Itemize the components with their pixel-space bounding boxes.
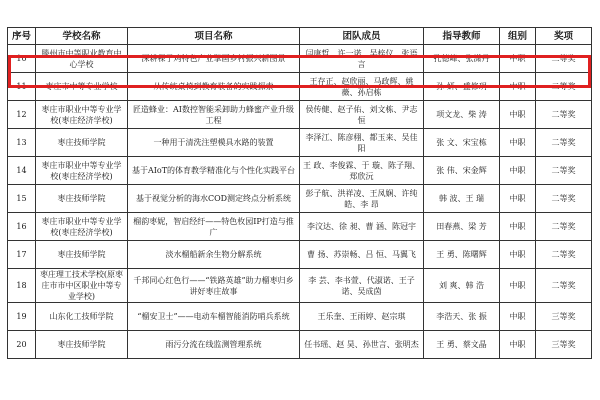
cell-no: 17: [8, 241, 36, 269]
header-group: 组别: [500, 28, 536, 45]
cell-school: 枣庄市职业中等专业学校(枣庄经济学校): [36, 213, 128, 241]
cell-teachers: 李浩天、张 振: [424, 303, 500, 331]
cell-no: 15: [8, 185, 36, 213]
cell-teachers: 王 勇、陈曙辉: [424, 241, 500, 269]
cell-award: 三等奖: [536, 303, 592, 331]
header-members: 团队成员: [300, 28, 424, 45]
table-row: [8, 129, 592, 157]
cell-award: 二等奖: [536, 73, 592, 101]
cell-teachers: 孙 妍、盛修玥: [424, 73, 500, 101]
cell-group: 中职: [500, 303, 536, 331]
cell-award: 二等奖: [536, 45, 592, 73]
cell-group: 中职: [500, 185, 536, 213]
header-award: 奖项: [536, 28, 592, 45]
cell-members: 曹 扬、苏崇畅、吕 恒、马翼飞: [300, 241, 424, 269]
cell-teachers: 项文龙、柴 涛: [424, 101, 500, 129]
cell-project: 基于AIoT的体育教学精准化与个性化实践平台: [128, 157, 300, 185]
cell-members: 王 政、李俊霖、于 璇、陈子翔、郑欣沅: [300, 157, 424, 185]
table-row: [8, 303, 592, 331]
cell-members: 王存正、赵欣丽、马政辉、姚 薇、孙启栋: [300, 73, 424, 101]
cell-project: 雨污分流在线监测管理系统: [128, 331, 300, 359]
header-project: 项目名称: [128, 28, 300, 45]
cell-award: 二等奖: [536, 157, 592, 185]
cell-no: 11: [8, 73, 36, 101]
table-row: [8, 269, 592, 303]
table-row: [8, 157, 592, 185]
cell-group: 中职: [500, 331, 536, 359]
cell-teachers: 刘 爽、韩 浩: [424, 269, 500, 303]
cell-no: 20: [8, 331, 36, 359]
cell-no: 10: [8, 45, 36, 73]
cell-no: 18: [8, 269, 36, 303]
cell-teachers: 王 勇、蔡文晶: [424, 331, 500, 359]
cell-group: 中职: [500, 241, 536, 269]
cell-no: 12: [8, 101, 36, 129]
cell-members: 彭子航、洪祥凌、王凤娴、许纯皓、李 昂: [300, 185, 424, 213]
cell-school: 枣庄市职业中等专业学校(枣庄经济学校): [36, 157, 128, 185]
cell-teachers: 田春燕、梁 芳: [424, 213, 500, 241]
table-row: [8, 73, 592, 101]
cell-no: 16: [8, 213, 36, 241]
cell-no: 14: [8, 157, 36, 185]
cell-group: 中职: [500, 73, 536, 101]
cell-project: 淡水榴船新余生物分解系统: [128, 241, 300, 269]
cell-members: 任书瑶、赵 昊、孙世言、张明杰: [300, 331, 424, 359]
cell-project: 一种用于清洗注塑模具水路的装置: [128, 129, 300, 157]
cell-group: 中职: [500, 213, 536, 241]
cell-members: 李 芸、李书萱、代淑诺、王子诺、吴成茵: [300, 269, 424, 303]
cell-school: 枣庄技师学院: [36, 129, 128, 157]
header-no: 序号: [8, 28, 36, 45]
cell-award: 三等奖: [536, 331, 592, 359]
header-teachers: 指导教师: [424, 28, 500, 45]
cell-project: 基于视觉分析的海水COD测定终点分析系统: [128, 185, 300, 213]
cell-school: 山东化工技师学院: [36, 303, 128, 331]
cell-group: 中职: [500, 269, 536, 303]
cell-group: 中职: [500, 129, 536, 157]
table-header-row: [8, 28, 592, 45]
table-row: [8, 101, 592, 129]
cell-members: 王乐奎、王雨婷、赵宗琪: [300, 303, 424, 331]
cell-members: 闫康哲、许一诺、吴梓仪、张语言: [300, 45, 424, 73]
cell-project: 深耕稞子鸡特色产业擘画乡村振兴新图景: [128, 45, 300, 73]
cell-award: 二等奖: [536, 185, 592, 213]
cell-project: 从传统桌椅到教育装备的实践探索: [128, 73, 300, 101]
cell-teachers: 韩 波、王 瑞: [424, 185, 500, 213]
table-row: [8, 213, 592, 241]
cell-group: 中职: [500, 101, 536, 129]
header-school: 学校名称: [36, 28, 128, 45]
cell-award: 二等奖: [536, 101, 592, 129]
cell-award: 二等奖: [536, 269, 592, 303]
cell-school: 枣庄技师学院: [36, 185, 128, 213]
cell-members: 李泽江、陈彦栩、都玉来、吴佳阳: [300, 129, 424, 157]
awards-table: [7, 27, 592, 359]
cell-school: 枣庄市职业中等专业学校(枣庄经济学校): [36, 101, 128, 129]
cell-teachers: 张 文、宋宝栋: [424, 129, 500, 157]
cell-no: 19: [8, 303, 36, 331]
cell-project: 千邦同心红色行——“铁路英雄”助力榴枣归乡讲好枣庄故事: [128, 269, 300, 303]
table-row: [8, 331, 592, 359]
cell-school: 枣庄市中等专业学校: [36, 73, 128, 101]
cell-award: 二等奖: [536, 213, 592, 241]
cell-teachers: 孔德峰、张潇丹: [424, 45, 500, 73]
cell-school: 枣庄技师学院: [36, 241, 128, 269]
cell-school: 滕州市中等职业教育中心学校: [36, 45, 128, 73]
cell-award: 二等奖: [536, 241, 592, 269]
cell-members: 侯传健、赵子佑、刘文栋、尹志恒: [300, 101, 424, 129]
cell-school: 枣庄技师学院: [36, 331, 128, 359]
cell-award: 二等奖: [536, 129, 592, 157]
cell-group: 中职: [500, 45, 536, 73]
cell-school: 枣庄理工技术学校(原枣庄市市中区职业中等专业学校): [36, 269, 128, 303]
table-row: [8, 185, 592, 213]
table-row: [8, 241, 592, 269]
cell-members: 李汶达、徐 昶、曹 涵、陈冠宇: [300, 213, 424, 241]
cell-project: “榴安卫士”——电动车榴智能消防哨兵系统: [128, 303, 300, 331]
cell-project: 匠造蜂业：AI数控智能采卸助力蜂蜜产业升级工程: [128, 101, 300, 129]
cell-no: 13: [8, 129, 36, 157]
cell-project: 榴韵枣妮，智启经纡——特色枚园IP打造与推广: [128, 213, 300, 241]
cell-teachers: 张 伟、宋金辉: [424, 157, 500, 185]
table-row: [8, 45, 592, 73]
cell-group: 中职: [500, 157, 536, 185]
